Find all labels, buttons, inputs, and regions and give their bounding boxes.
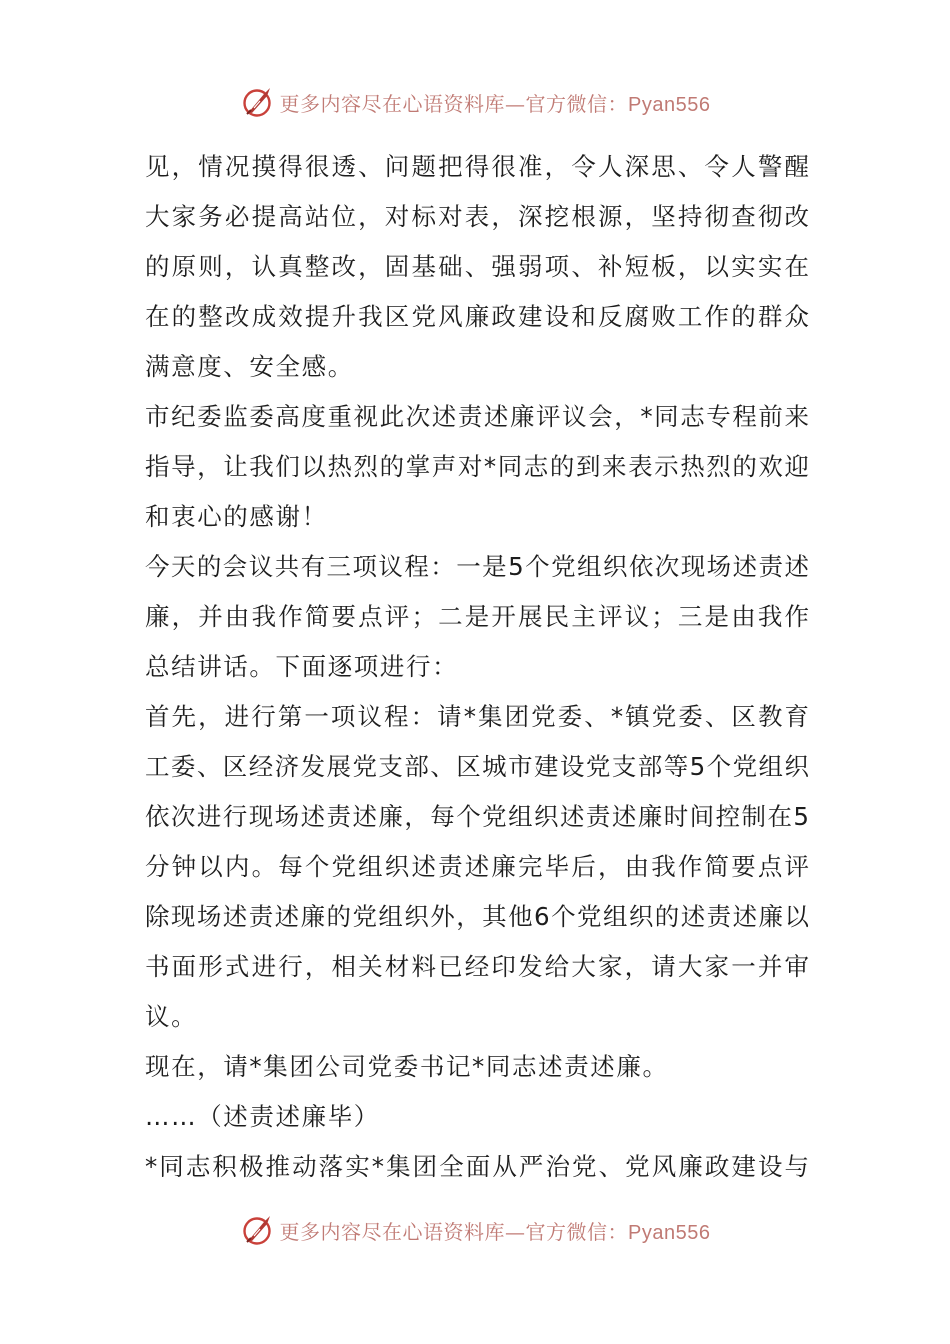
text-line: 除现场述责述廉的党组织外，其他6个党组织的述责述廉以: [145, 902, 809, 931]
text-line: 见，情况摸得很透、问题把得很准，令人深思、令人警醒: [145, 152, 809, 181]
text-line: 分钟以内。每个党组织述责述廉完毕后，由我作简要点评: [145, 852, 809, 881]
text-line: 和衷心的感谢！: [145, 502, 328, 531]
text-line: 廉，并由我作简要点评；二是开展民主评议；三是由我作: [145, 602, 809, 631]
text-line: ……（述责述廉毕）: [145, 1102, 380, 1131]
watermark-site-text: 更多内容尽在心语资料库: [279, 91, 506, 116]
text-line: 市纪委监委高度重视此次述责述廉评议会，*同志专程前来: [145, 402, 809, 431]
watermark-text: [280, 88, 711, 117]
watermark-wechat-id: Pyan556: [628, 93, 711, 116]
text-line: 大家务必提高站位，对标对表，深挖根源，坚持彻查彻改: [145, 202, 809, 231]
watermark-text: [280, 1216, 711, 1245]
quill-in-circle-icon: [240, 1212, 276, 1248]
text-line: 今天的会议共有三项议程：一是5个党组织依次现场述责述: [145, 552, 809, 581]
watermark-wechat-id: Pyan556: [628, 1221, 711, 1244]
footer-watermark: [0, 1210, 950, 1250]
text-line: 的原则，认真整改，固基础、强弱项、补短板，以实实在: [145, 252, 809, 281]
text-line: 现在，请*集团公司党委书记*同志述责述廉。: [145, 1052, 669, 1081]
watermark-dash: —: [505, 1219, 526, 1244]
text-line: 书面形式进行，相关材料已经印发给大家，请大家一并审: [145, 952, 809, 981]
text-line: 在的整改成效提升我区党风廉政建设和反腐败工作的群众: [145, 302, 809, 331]
watermark-dash: —: [505, 91, 526, 116]
text-line: 议。: [145, 1002, 198, 1031]
text-line: 工委、区经济发展党支部、区城市建设党支部等5个党组织: [145, 752, 809, 781]
text-line: 总结讲话。下面逐项进行：: [145, 652, 459, 681]
quill-in-circle-icon: [240, 84, 276, 120]
text-line: 指导，让我们以热烈的掌声对*同志的到来表示热烈的欢迎: [145, 452, 809, 481]
header-watermark: [0, 82, 950, 122]
text-line: *同志积极推动落实*集团全面从严治党、党风廉政建设与: [145, 1152, 809, 1181]
watermark-wechat-label: 官方微信：: [525, 91, 629, 116]
watermark-wechat-label: 官方微信：: [525, 1219, 629, 1244]
text-line: 首先，进行第一项议程：请*集团党委、*镇党委、区教育: [145, 702, 809, 731]
text-line: 满意度、安全感。: [145, 352, 354, 381]
text-line: 依次进行现场述责述廉，每个党组织述责述廉时间控制在5: [145, 802, 809, 831]
watermark-site-text: 更多内容尽在心语资料库: [279, 1219, 506, 1244]
